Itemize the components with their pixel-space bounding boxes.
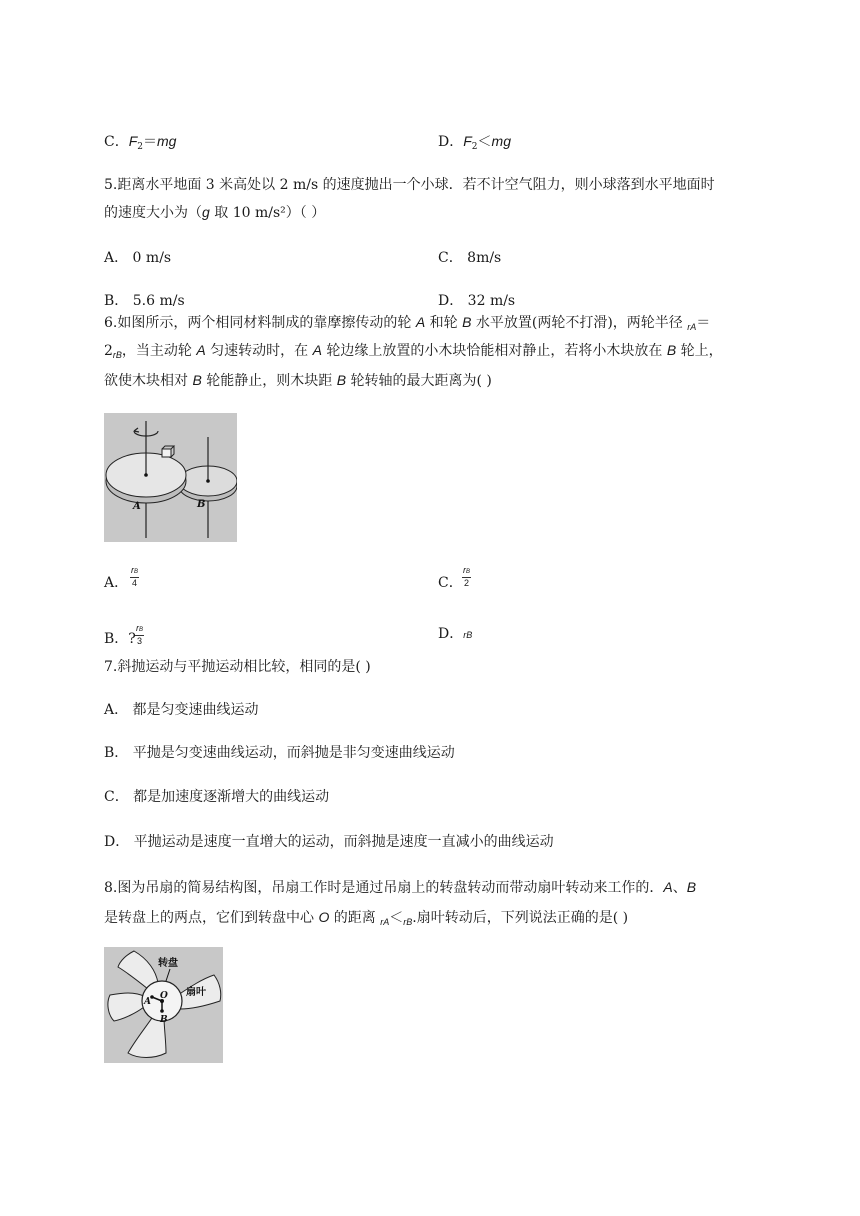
point-b-symbol: B	[686, 879, 697, 895]
ceiling-fan-figure	[104, 947, 223, 1063]
r-symbol: r	[136, 623, 139, 633]
text: 和轮	[425, 315, 463, 331]
text: 轮转轴的最大距离为( )	[346, 373, 492, 389]
q5-option-a: A． 0 m/s	[104, 250, 172, 266]
q6-option-d	[438, 624, 472, 645]
wood-block	[162, 449, 171, 457]
separator: 、	[672, 880, 687, 896]
subscript: B	[139, 627, 144, 633]
q4-option-d	[438, 131, 511, 157]
text: 水平放置(两轮不打滑)，两轮半径	[471, 315, 688, 331]
q6-option-b-fraction	[135, 623, 144, 646]
label-turntable: 转盘	[158, 958, 178, 969]
q6-option-b-label: B．?	[104, 631, 136, 647]
q7-option-c: C． 都是加速度逐渐增大的曲线运动	[104, 789, 330, 805]
q6-option-a-fraction	[130, 565, 139, 588]
wheel-b-symbol: B	[666, 342, 677, 358]
q7-option-a: A． 都是匀变速曲线运动	[104, 702, 259, 718]
radius-b-symbol: rB	[463, 630, 473, 640]
wheel-a-symbol: A	[196, 342, 206, 358]
mg-symbol: mg	[491, 133, 511, 149]
q5-option-b: B． 5.6 m/s	[104, 293, 185, 309]
relation: ＜	[477, 134, 492, 150]
center-b	[206, 479, 210, 483]
text: ＝	[696, 315, 711, 331]
force-symbol: F	[463, 133, 472, 149]
radius-a-symbol: rA	[380, 917, 390, 927]
q6-stem-line3	[104, 370, 492, 391]
numerator	[462, 565, 471, 578]
text: 的速度大小为（	[104, 205, 202, 221]
q5-stem-line2	[104, 202, 325, 223]
wheel-b-symbol: B	[462, 314, 472, 330]
subscript: 2	[137, 142, 144, 152]
force-symbol: F	[128, 133, 138, 149]
text: ，当主动轮	[121, 343, 197, 359]
q7-option-d: D． 平抛运动是速度一直增大的运动，而斜抛是速度一直减小的曲线运动	[104, 834, 554, 850]
wheel-a-symbol: A	[415, 314, 426, 330]
coefficient: 2	[104, 343, 113, 359]
r-symbol: r	[131, 565, 134, 575]
q7-stem: 7.斜抛运动与平抛运动相比较，相同的是( )	[104, 659, 371, 675]
text: 是转盘上的两点，它们到转盘中心	[104, 910, 319, 926]
text: 取 10 m/s²）（ ）	[209, 205, 326, 221]
q5-stem-line1: 5.距离水平地面 3 米高处以 2 m/s 的速度抛出一个小球．若不计空气阻力，则小球落到水平地面时	[104, 177, 715, 193]
relation: ＜	[389, 910, 404, 926]
wheel-b-symbol: B	[336, 372, 347, 388]
q5-option-d: D． 32 m/s	[438, 293, 516, 309]
mg-symbol: mg	[157, 133, 177, 149]
text: 欲使木块相对	[104, 373, 193, 389]
label-blade: 扇叶	[186, 987, 206, 998]
subscript: B	[466, 569, 471, 575]
option-letter: D．	[438, 134, 464, 150]
text: 匀速转动时，在	[205, 343, 313, 359]
center-o-symbol: O	[318, 909, 330, 925]
g-symbol: g	[202, 204, 210, 220]
label-o: O	[160, 991, 168, 1001]
option-letter: C．	[104, 134, 129, 150]
numerator	[130, 565, 139, 578]
text: 轮能静止，则木块距	[201, 373, 337, 389]
text: 的距离	[329, 910, 381, 926]
friction-wheels-figure	[104, 413, 237, 542]
point-b-dot	[160, 1009, 164, 1013]
text: 6.如图所示，两个相同材料制成的靠摩擦传动的轮	[104, 315, 416, 331]
center-a	[144, 473, 148, 477]
q6-stem-line1	[104, 312, 710, 337]
subscript: 2	[471, 142, 478, 152]
radius-b-symbol: rB	[112, 350, 122, 360]
q5-option-c: C． 8m/s	[438, 250, 502, 266]
q6-stem-line2	[104, 340, 723, 365]
denominator: 4	[132, 578, 138, 588]
q8-stem-line2	[104, 907, 628, 932]
r-symbol: r	[463, 565, 466, 575]
denominator: 3	[137, 636, 143, 646]
relation: ＝	[143, 134, 158, 150]
wheel-b-symbol: B	[192, 372, 202, 388]
subscript: B	[134, 569, 139, 575]
radius-b-symbol: rB	[403, 917, 413, 927]
text: 轮上，	[676, 343, 723, 359]
q4-option-c	[104, 131, 176, 157]
q6-option-a-label: A．	[104, 575, 129, 591]
q6-option-c-label: C．	[438, 575, 463, 591]
text: .扇叶转动后，下列说法正确的是( )	[412, 910, 629, 926]
numerator	[135, 623, 144, 636]
q6-option-c-fraction	[462, 565, 471, 588]
label-b: B	[197, 499, 206, 510]
denominator: 2	[464, 578, 470, 588]
radius-a-symbol: rA	[687, 322, 697, 332]
label-b: B	[160, 1015, 168, 1025]
point-a-symbol: A	[663, 879, 673, 895]
wheel-a-symbol: A	[312, 342, 322, 358]
option-letter: D．	[438, 626, 464, 642]
q8-stem-line1	[104, 877, 696, 898]
label-a: A	[144, 997, 151, 1007]
text: 8.图为吊扇的简易结构图，吊扇工作时是通过吊扇上的转盘转动而带动扇叶转动来工作的．	[104, 880, 664, 896]
label-a: A	[133, 501, 141, 512]
q7-option-b: B． 平抛是匀变速曲线运动，而斜抛是非匀变速曲线运动	[104, 745, 455, 761]
text: 轮边缘上放置的小木块恰能相对静止，若将小木块放在	[321, 343, 667, 359]
